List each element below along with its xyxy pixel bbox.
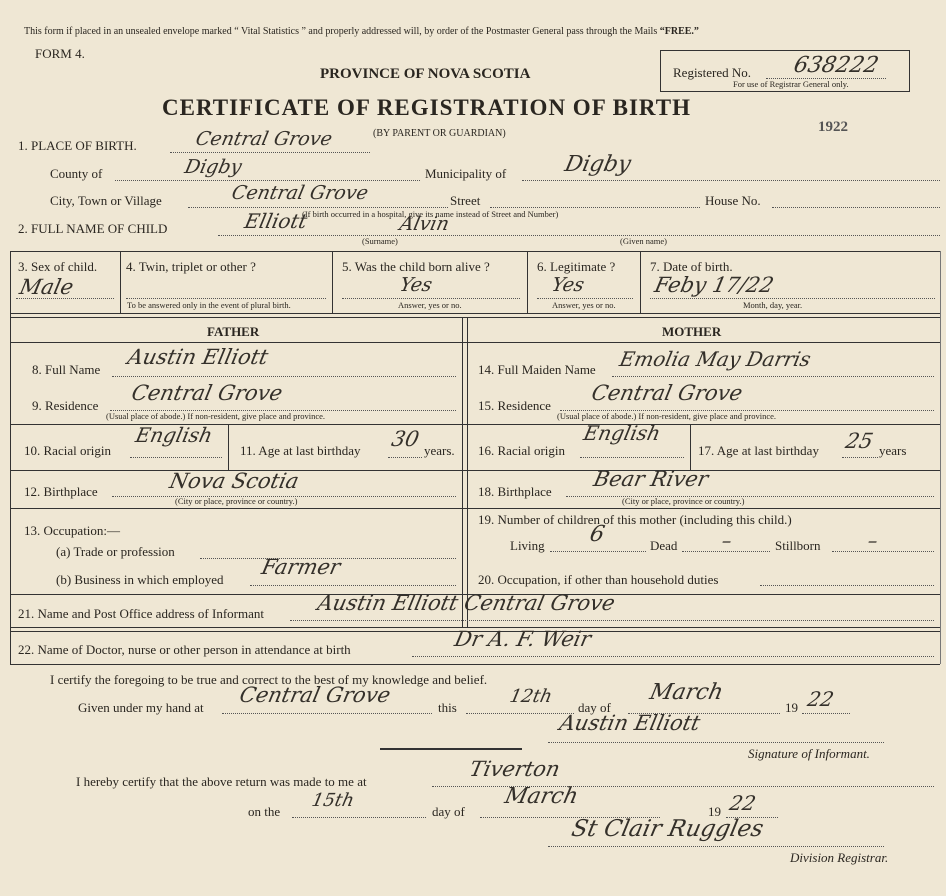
- father-racial-label: 10. Racial origin: [24, 443, 112, 458]
- city-value: Central Grove: [229, 182, 371, 204]
- parents-divider: [467, 317, 468, 627]
- father-name-label: 8. Full Name: [32, 362, 101, 377]
- father-birthplace-note: (City or place, province or country.): [175, 496, 298, 506]
- date-of-birth-label: 7. Date of birth.: [650, 259, 733, 274]
- mother-birthplace-label: 18. Birthplace: [478, 484, 552, 499]
- registrar-signature: St Clair Ruggles: [569, 816, 766, 842]
- page-subtitle: (BY PARENT OR GUARDIAN): [373, 128, 506, 139]
- registrar-day-of-label: day of: [432, 804, 465, 819]
- informant-line: [290, 620, 934, 621]
- mother-birthplace-value: Bear River: [591, 467, 711, 491]
- given-year-line: [802, 713, 850, 714]
- children-label: 19. Number of children of this mother (including this child.): [478, 512, 792, 527]
- child-name-label: 2. FULL NAME OF CHILD: [18, 221, 168, 236]
- living-label: Living: [510, 538, 545, 553]
- mother-racial-line: [580, 457, 684, 458]
- house-label: House No.: [705, 193, 761, 208]
- given-day-line: [466, 713, 574, 714]
- sex-label: 3. Sex of child.: [18, 259, 98, 274]
- registrar-year: 22: [727, 791, 759, 815]
- father-name-line: [112, 376, 456, 377]
- twin-label: 4. Twin, triplet or other ?: [126, 259, 256, 274]
- father-name-value: Austin Elliott: [125, 345, 271, 369]
- born-alive-value: Yes: [397, 274, 435, 296]
- row-divider: [10, 508, 940, 509]
- informant-value: Austin Elliott Central Grove: [315, 591, 618, 615]
- col-divider: [690, 424, 691, 470]
- notice-vital: “ Vital Statistics ”: [234, 26, 306, 37]
- registered-label: Registered No.: [673, 65, 751, 80]
- registrar-note: For use of Registrar General only.: [733, 79, 849, 89]
- legitimate-label: 6. Legitimate ?: [537, 259, 616, 274]
- this-label: this: [438, 700, 457, 715]
- place-of-birth-value: Central Grove: [193, 128, 335, 150]
- col-divider: [120, 251, 121, 313]
- dead-line: [682, 551, 770, 552]
- father-residence-value: Central Grove: [129, 381, 285, 405]
- date-of-birth-line: [650, 298, 935, 299]
- mother-birthplace-note: (City or place, province or country.): [622, 496, 745, 506]
- date-of-birth-value: Feby 17/22: [652, 273, 776, 297]
- col-divider: [640, 251, 641, 313]
- sex-value: Male: [17, 275, 76, 299]
- mother-racial-value: English: [581, 421, 663, 445]
- given-year: 22: [805, 687, 837, 711]
- informant-signature-caption: Signature of Informant.: [748, 746, 870, 761]
- father-birthplace-value: Nova Scotia: [167, 469, 302, 493]
- municipality-label: Municipality of: [425, 166, 507, 181]
- postal-notice: [24, 26, 699, 38]
- street-label: Street: [450, 193, 481, 208]
- city-label: City, Town or Village: [50, 193, 162, 208]
- living-line: [550, 551, 646, 552]
- informant-signature: Austin Elliott: [557, 711, 703, 735]
- father-age-line: [388, 457, 422, 458]
- born-alive-label: 5. Was the child born alive ?: [342, 259, 490, 274]
- father-residence-note: (Usual place of abode.) If non-resident, give place and province.: [106, 411, 326, 421]
- registrar-text: I hereby certify that the above return was made to me at: [76, 774, 367, 789]
- notice-prefix: This form if placed in an unsealed envelope marked: [24, 26, 232, 37]
- municipality-value: Digby: [562, 152, 634, 177]
- mother-heading: MOTHER: [662, 324, 722, 339]
- county-label: County of: [50, 166, 103, 181]
- given-place-line: [222, 713, 432, 714]
- father-age-value: 30: [389, 427, 422, 451]
- business-label: (b) Business in which employed: [56, 572, 224, 587]
- stillborn-value: –: [865, 530, 880, 552]
- twin-note: To be answered only in the event of plural birth.: [127, 300, 291, 310]
- street-line: [490, 207, 700, 208]
- row-divider: [10, 470, 940, 471]
- doctor-label: 22. Name of Doctor, nurse or other person in attendance at birth: [18, 642, 351, 657]
- child-name-line: [218, 235, 940, 236]
- page-title: CERTIFICATE OF REGISTRATION OF BIRTH: [162, 95, 691, 120]
- legitimate-note: Answer, yes or no.: [552, 300, 616, 310]
- mother-residence-value: Central Grove: [589, 381, 745, 405]
- trade-label: (a) Trade or profession: [56, 544, 175, 559]
- mother-name-label: 14. Full Maiden Name: [478, 362, 596, 377]
- registrar-day: 15th: [309, 790, 357, 811]
- certify-text: I certify the foregoing to be true and correct to the best of my knowledge and belief.: [50, 672, 488, 687]
- twin-line: [126, 298, 326, 299]
- mother-occupation-line: [760, 585, 934, 586]
- county-line: [115, 180, 420, 181]
- mother-residence-note: (Usual place of abode.) If non-resident, give place and province.: [557, 411, 777, 421]
- notice-middle: and properly addressed will, by order of the Postmaster General pass through the Mails: [308, 26, 658, 37]
- registered-number: 638222: [791, 53, 881, 78]
- child-given-name: Alvin: [397, 213, 452, 235]
- hospital-note: (If birth occurred in a hospital, give its name instead of Street and Number): [302, 209, 559, 219]
- registrar-caption: Division Registrar.: [790, 850, 889, 865]
- doctor-value: Dr A. F. Weir: [452, 627, 594, 651]
- doctor-line: [412, 656, 934, 657]
- date-of-birth-note: Month, day, year.: [743, 300, 803, 310]
- stillborn-label: Stillborn: [775, 538, 821, 553]
- city-line: [188, 207, 448, 208]
- sex-line: [16, 298, 114, 299]
- form-number: FORM 4.: [35, 46, 85, 61]
- legitimate-value: Yes: [549, 274, 587, 296]
- row-divider: [10, 317, 940, 318]
- father-racial-line: [130, 457, 222, 458]
- dead-value: –: [719, 530, 734, 552]
- mother-name-value: Emolia May Darris: [617, 347, 814, 371]
- place-of-birth-line: [170, 152, 370, 153]
- dead-label: Dead: [650, 538, 678, 553]
- registrar-place: Tiverton: [467, 757, 563, 781]
- col-divider: [527, 251, 528, 313]
- child-surname: Elliott: [242, 209, 310, 233]
- mother-age-label: 17. Age at last birthday: [698, 443, 819, 458]
- business-value: Farmer: [259, 555, 343, 579]
- province-heading: PROVINCE OF NOVA SCOTIA: [320, 66, 531, 82]
- given-place: Central Grove: [237, 683, 393, 707]
- separator-rule: [380, 748, 522, 750]
- stillborn-line: [832, 551, 934, 552]
- mother-occupation-label: 20. Occupation, if other than household duties: [478, 572, 719, 587]
- registrar-day-line: [292, 817, 426, 818]
- place-of-birth-label: 1. PLACE OF BIRTH.: [18, 138, 137, 153]
- living-value: 6: [587, 522, 607, 547]
- registrar-signature-line: [548, 846, 884, 847]
- registrar-on-label: on the: [248, 804, 281, 819]
- mother-age-line: [842, 457, 878, 458]
- municipality-line: [522, 180, 940, 181]
- given-caption: (Given name): [620, 236, 667, 246]
- father-age-label: 11. Age at last birthday: [240, 443, 361, 458]
- father-racial-value: English: [133, 423, 215, 447]
- mother-residence-label: 15. Residence: [478, 398, 551, 413]
- registrar-month: March: [502, 784, 581, 809]
- row-divider: [10, 251, 940, 252]
- mother-racial-label: 16. Racial origin: [478, 443, 566, 458]
- row-divider: [10, 664, 940, 665]
- registration-box: [660, 50, 910, 92]
- given-label: Given under my hand at: [78, 700, 204, 715]
- born-alive-note: Answer, yes or no.: [398, 300, 462, 310]
- form-right-border: [940, 251, 941, 664]
- house-line: [772, 207, 940, 208]
- surname-caption: (Surname): [362, 236, 398, 246]
- county-value: Digby: [182, 156, 244, 178]
- row-divider: [10, 313, 940, 314]
- registrar-year-prefix: 19: [708, 804, 721, 819]
- given-day: 12th: [507, 686, 555, 707]
- mother-age-years: years: [879, 443, 907, 458]
- col-divider: [332, 251, 333, 313]
- year-stamp: 1922: [818, 119, 848, 135]
- parents-divider: [462, 317, 463, 627]
- father-birthplace-label: 12. Birthplace: [24, 484, 98, 499]
- father-heading: FATHER: [207, 324, 260, 339]
- father-occupation-label: 13. Occupation:—: [24, 523, 121, 538]
- given-month: March: [647, 680, 726, 705]
- form-left-border: [10, 251, 11, 664]
- col-divider: [228, 424, 229, 470]
- notice-free: “FREE.”: [659, 26, 699, 37]
- born-alive-line: [342, 298, 520, 299]
- business-line: [250, 585, 456, 586]
- mother-name-line: [612, 376, 934, 377]
- informant-label: 21. Name and Post Office address of Informant: [18, 606, 264, 621]
- father-age-years: years.: [424, 443, 455, 458]
- given-year-prefix: 19: [785, 700, 798, 715]
- mother-age-value: 25: [843, 429, 876, 453]
- given-day-of-label: day of: [578, 700, 611, 715]
- legitimate-line: [537, 298, 633, 299]
- informant-signature-line: [548, 742, 884, 743]
- row-divider: [10, 342, 940, 343]
- father-residence-label: 9. Residence: [32, 398, 99, 413]
